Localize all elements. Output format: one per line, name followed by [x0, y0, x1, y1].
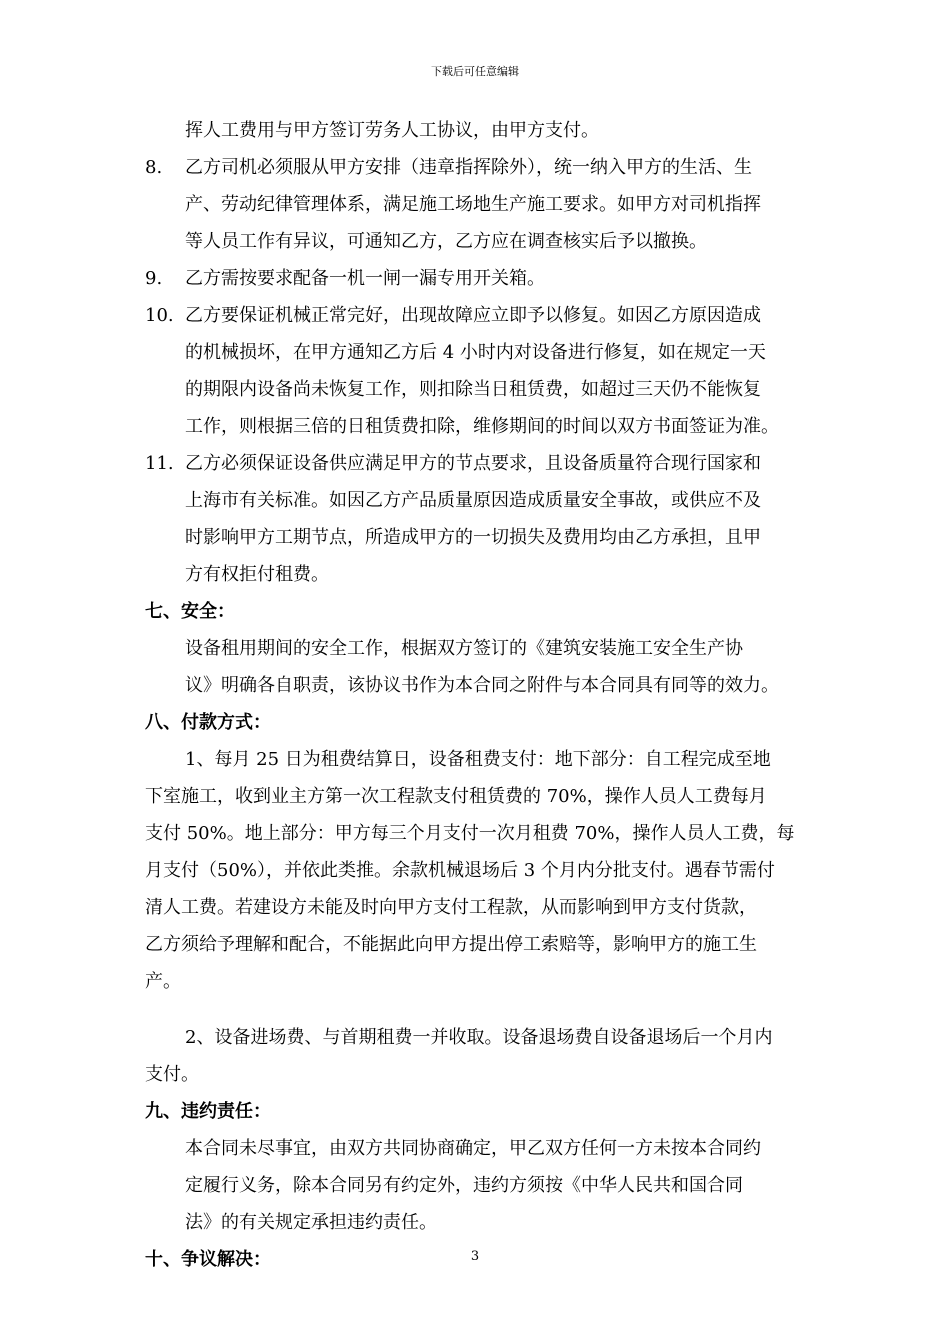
- section-8-paragraph-2: [145, 1019, 815, 1056]
- page-header: 下载后可任意编辑: [431, 65, 519, 78]
- document-body: [145, 112, 815, 1278]
- section-10-heading: 十、争议解决：: [145, 1249, 271, 1270]
- item-text: 方有权拒付租费。: [185, 564, 329, 585]
- item-text: 等人员工作有异议，可通知乙方，乙方应在调查核实后予以撤换。: [185, 231, 707, 252]
- section-7-text: 设备租用期间的安全工作，根据双方签订的《建筑安装施工安全生产协: [185, 638, 743, 659]
- section-9-text: 本合同未尽事宜，由双方共同协商确定，甲乙双方任何一方未按本合同约: [185, 1138, 761, 1159]
- item-number: 11.: [145, 453, 174, 474]
- section-8-heading: 八、付款方式：: [145, 712, 271, 733]
- paragraph-text: 乙方须给予理解和配合，不能据此向甲方提出停工索赔等，影响甲方的施工生: [145, 934, 757, 955]
- item-number: 10.: [145, 305, 174, 326]
- list-item-9: [145, 260, 815, 297]
- paragraph-text: 清人工费。若建设方未能及时向甲方支付工程款，从而影响到甲方支付货款，: [145, 897, 757, 918]
- item-text: 上海市有关标准。如因乙方产品质量原因造成质量安全事故，或供应不及: [185, 490, 761, 511]
- section-7-heading: 七、安全：: [145, 601, 235, 622]
- section-9-text: 定履行义务，除本合同另有约定外，违约方须按《中华人民共和国合同: [185, 1175, 743, 1196]
- item-text: 乙方司机必须服从甲方安排（违章指挥除外），统一纳入甲方的生活、生: [185, 157, 752, 178]
- paragraph-text: 支付。: [145, 1064, 199, 1085]
- item-text: 的机械损坏，在甲方通知乙方后 4 小时内对设备进行修复，如在规定一天: [185, 342, 766, 363]
- paragraph-text: 2、设备进场费、与首期租费一并收取。设备退场费自设备退场后一个月内: [185, 1027, 773, 1048]
- item-text: 乙方要保证机械正常完好，出现故障应立即予以修复。如因乙方原因造成: [185, 305, 761, 326]
- item-text: 时影响甲方工期节点，所造成甲方的一切损失及费用均由乙方承担，且甲: [185, 527, 761, 548]
- paragraph-text: 产。: [145, 971, 181, 992]
- item-number: 8.: [145, 157, 163, 178]
- page-number: 3: [470, 1249, 480, 1264]
- list-item-8: [145, 149, 815, 260]
- section-8-paragraph-1: [145, 741, 815, 778]
- list-item-11: [145, 445, 815, 593]
- list-item-10: [145, 297, 815, 445]
- item-text: 产、劳动纪律管理体系，满足施工场地生产施工要求。如甲方对司机指挥: [185, 194, 761, 215]
- section-7-text: 议》明确各自职责，该协议书作为本合同之附件与本合同具有同等的效力。: [185, 675, 779, 696]
- paragraph-text: 月支付（50%），并依此类推。余款机械退场后 3 个月内分批支付。遇春节需付: [145, 860, 775, 881]
- item-number: 9.: [145, 268, 163, 289]
- paragraph-text: 1、每月 25 日为租费结算日，设备租费支付：地下部分：自工程完成至地: [185, 749, 771, 770]
- item-text: 乙方需按要求配备一机一闸一漏专用开关箱。: [185, 268, 545, 289]
- paragraph-text: 下室施工，收到业主方第一次工程款支付租赁费的 70%，操作人员人工费每月: [145, 786, 767, 807]
- item-text: 的期限内设备尚未恢复工作，则扣除当日租赁费，如超过三天仍不能恢复: [185, 379, 761, 400]
- paragraph-text: 支付 50%。地上部分：甲方每三个月支付一次月租费 70%，操作人员人工费，每: [145, 823, 795, 844]
- item-text: 乙方必须保证设备供应满足甲方的节点要求，且设备质量符合现行国家和: [185, 453, 761, 474]
- item-7-continuation: 挥人工费用与甲方签订劳务人工协议，由甲方支付。: [185, 120, 599, 141]
- paragraph-spacer: [145, 1000, 815, 1019]
- section-9-text: 法》的有关规定承担违约责任。: [185, 1212, 437, 1233]
- item-text: 工作，则根据三倍的日租赁费扣除，维修期间的时间以双方书面签证为准。: [185, 416, 779, 437]
- section-9-heading: 九、违约责任：: [145, 1101, 271, 1122]
